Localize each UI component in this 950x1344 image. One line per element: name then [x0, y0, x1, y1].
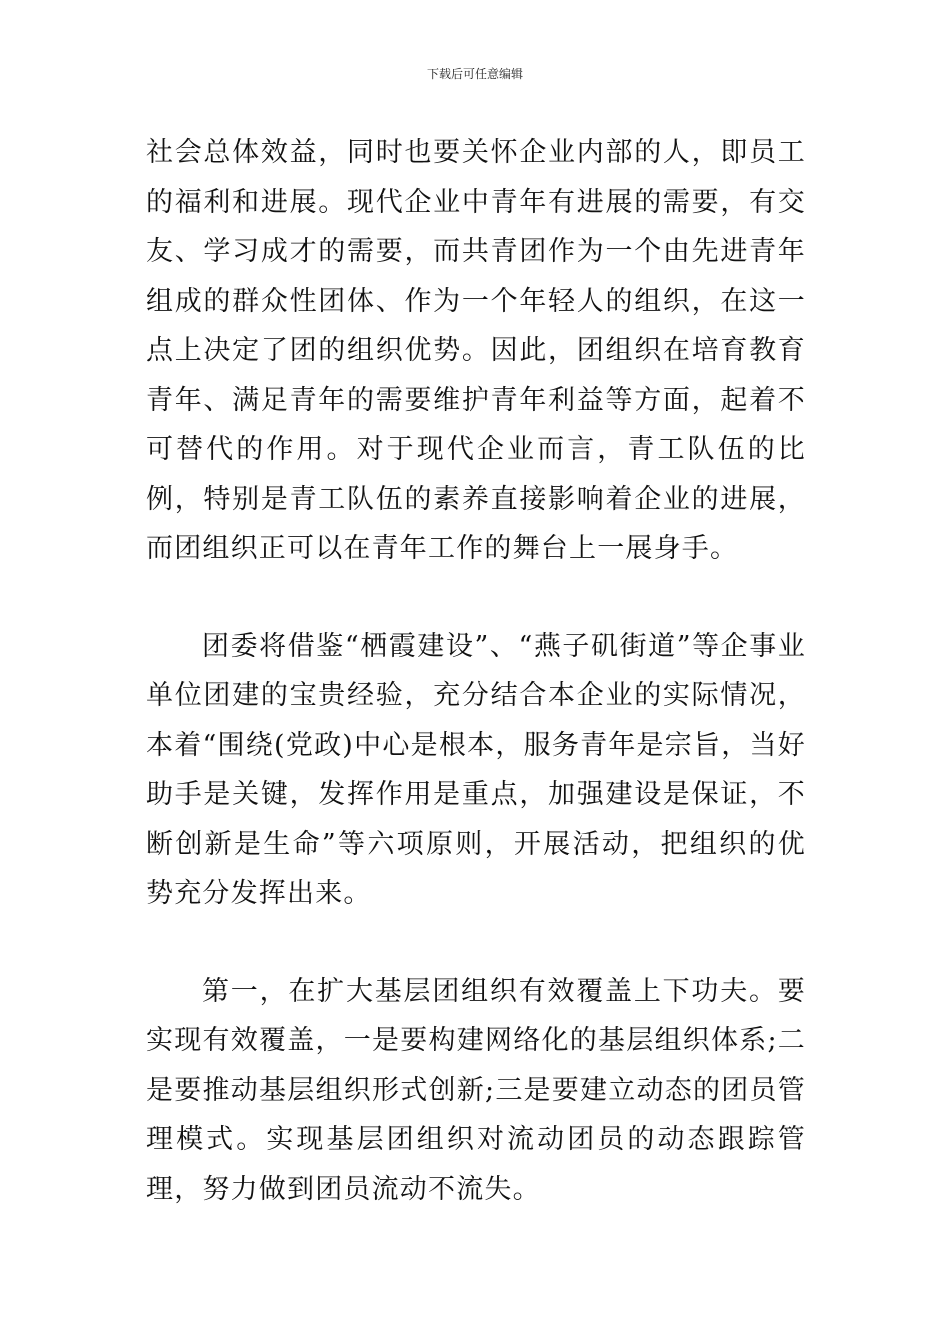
- paragraph-2: 团委将借鉴“栖霞建设”、“燕子矶街道”等企事业单位团建的宝贵经验，充分结合本企业的实际情况，本着“围绕(党政)中心是根本，服务青年是宗旨，当好助手是关键，发挥作用是重点，加强建设是保证，不断创新是生命”等六项原则，开展活动，把组织的优势充分发挥出来。: [146, 630, 806, 909]
- paragraph-1: 社会总体效益，同时也要关怀企业内部的人，即员工的福利和进展。现代企业中青年有进展的需要，有交友、学习成才的需要，而共青团作为一个由先进青年组成的群众性团体、作为一个年轻人的组织，在这一点上决定了团的组织优势。因此，团组织在培育教育青年、满足青年的需要维护青年利益等方面，起着不可替代的作用。对于现代企业而言，青工队伍的比例，特别是青工队伍的素养直接影响着企业的进展，而团组织正可以在青年工作的舞台上一展身手。: [146, 137, 806, 564]
- document-body: [146, 128, 806, 1214]
- page-header: 下载后可任意编辑: [426, 67, 523, 81]
- paragraph-3: 第一，在扩大基层团组织有效覆盖上下功夫。要实现有效覆盖，一是要构建网络化的基层组织体系;二是要推动基层组织形式创新;三是要建立动态的团员管理模式。实现基层团组织对流动团员的动态跟踪管理，努力做到团员流动不流失。: [146, 975, 806, 1205]
